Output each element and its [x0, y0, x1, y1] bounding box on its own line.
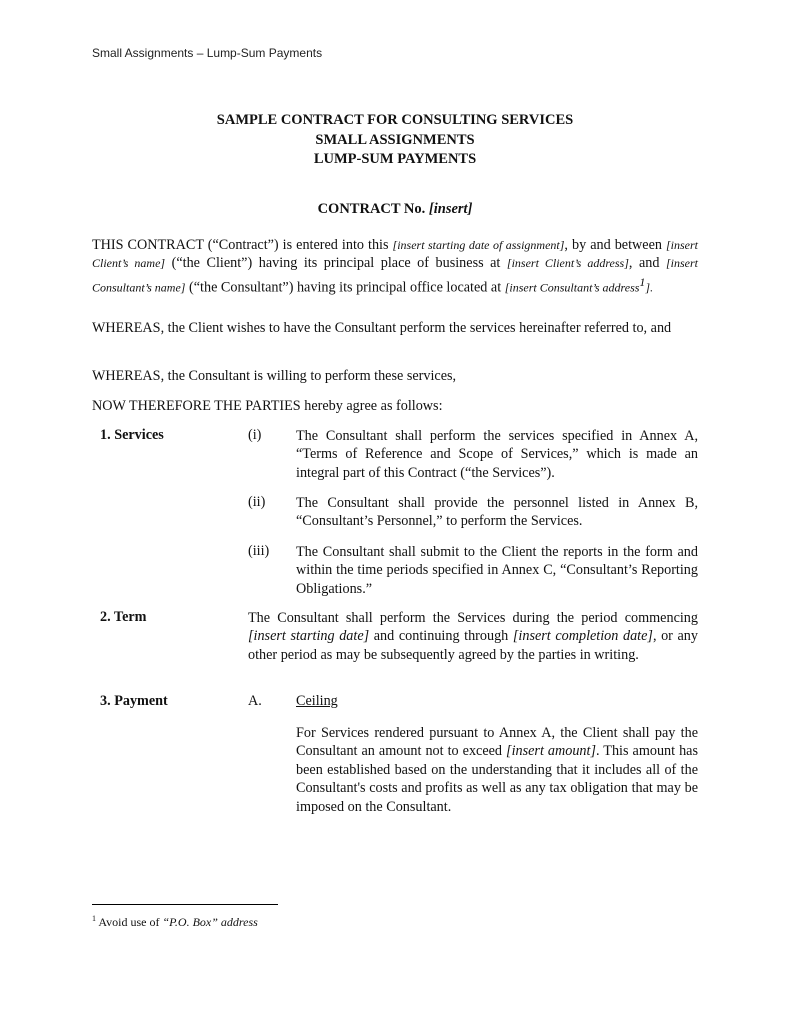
section-1-i: The Consultant shall perform the services specified in Annex A, “Terms of Reference and Scope of Services,” which is made an integral part of this Contract (“the Services”).	[296, 428, 698, 481]
footnote-divider	[92, 904, 278, 905]
running-header: Small Assignments – Lump-Sum Payments	[92, 46, 323, 60]
now-therefore: NOW THEREFORE THE PARTIES hereby agree as follows:	[92, 398, 443, 414]
document-title: SAMPLE CONTRACT FOR CONSULTING SERVICES SMALL ASSIGNMENTS LUMP-SUM PAYMENTS	[216, 112, 574, 167]
section-3-title: 3. Payment	[100, 693, 168, 709]
section-1-iii: The Consultant shall submit to the Client the reports in the form and within the time periods specified in Annex C, “Consultant’s Reporting Obligations.”	[296, 544, 698, 597]
whereas-2: WHEREAS, the Consultant is willing to perform these services,	[92, 368, 457, 384]
ceiling-heading: Ceiling	[296, 693, 338, 709]
whereas-1: WHEREAS, the Client wishes to have the Consultant perform the services hereinafter referred to, and	[92, 320, 672, 336]
section-2-title: 2. Term	[100, 609, 147, 625]
section-1-ii: The Consultant shall provide the personnel listed in Annex B, “Consultant’s Personnel,” to perform the Services.	[296, 495, 698, 530]
contract-number: CONTRACT No. [insert]	[317, 201, 473, 217]
section-1-title: 1. Services	[100, 427, 164, 443]
intro-paragraph: THIS CONTRACT (“Contract”) is entered into this [insert starting date of assignment], by and between [insert Client’s name] (“the Client”) having its principal place of business at [insert Client’s address], and [insert Consultant’s name] (“the Consultant”) having its principal office located at [insert Consultant’s address$^1$].	[92, 237, 698, 296]
footnote: $^1$ Avoid use of “P.O. Box” address	[92, 914, 258, 929]
section-3-text: For Services rendered pursuant to Annex A, the Client shall pay the Consultant an amount not to exceed [insert amount]. This amount has been established based on the understanding that it includes all of the Consultant's costs and profits as well as any tax obligation that may be imposed on the Consultant.	[296, 725, 699, 815]
section-2-text: The Consultant shall perform the Services during the period commencing [insert starting date] and continuing through [insert completion date], or any other period as may be subsequently agreed by the parties in writing.	[248, 610, 698, 663]
